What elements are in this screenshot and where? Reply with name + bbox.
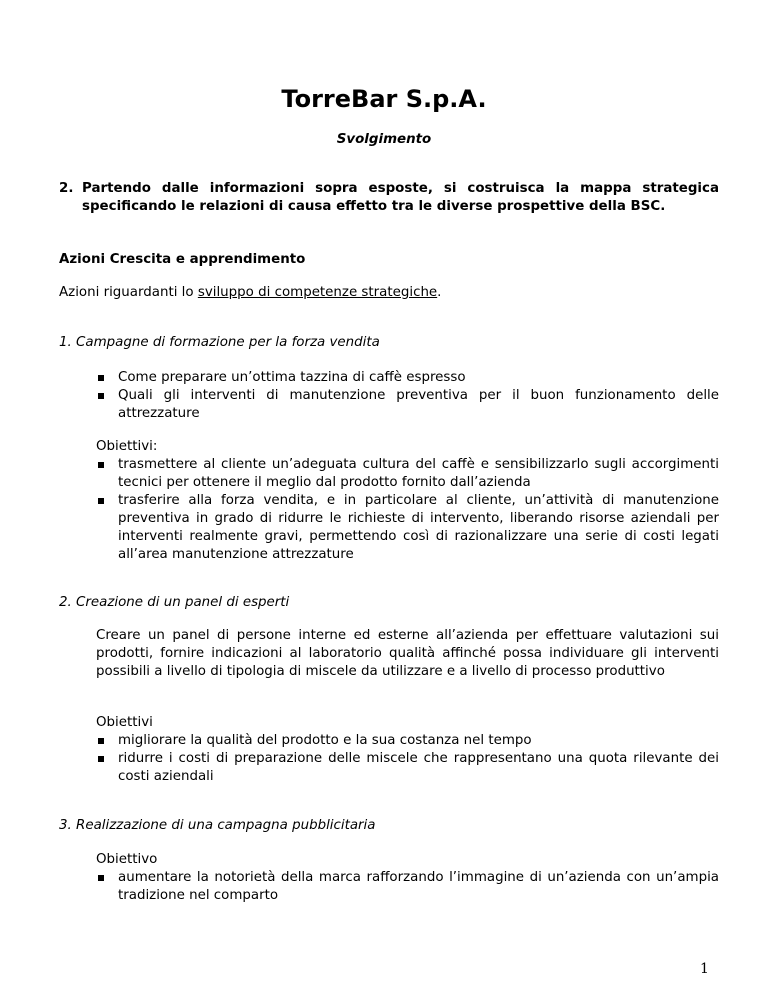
item-2-paragraph: Creare un panel di persone interne ed esterne all’azienda per effettuare valutazioni sui prodotti, fornire indicazioni al laboratorio qualità affinché possa individuare gli interventi possibili a livello di tipologia di miscele da utilizzare e a livello di processo produttivo — [96, 628, 719, 679]
document-title: TorreBar S.p.A. — [281, 85, 487, 113]
list-item: ridurre i costi di preparazione delle miscele che rappresentano una quota rilevante dei costi aziendali — [96, 750, 719, 786]
list-item: Quali gli interventi di manutenzione preventiva per il buon funzionamento delle attrezzature — [96, 387, 719, 423]
list-item: trasferire alla forza vendita, e in particolare al cliente, un’attività di manutenzione preventiva in grado di ridurre le richieste di intervento, liberando risorse aziendali per interventi realmente gravi, permettendo così di razionalizzare una serie di costi legati all’area manutenzione attrezzature — [96, 492, 719, 564]
intro-suffix: . — [437, 285, 442, 300]
item-1-bullets — [96, 369, 719, 423]
item-heading-3: 3. Realizzazione di una campagna pubblicitaria — [59, 818, 376, 833]
list-item: trasmettere al cliente un’adeguata cultura del caffè e sensibilizzarlo sugli accorgimenti tecnici per ottenere il meglio dal prodotto fornito dall’azienda — [96, 456, 719, 492]
intro-text — [59, 284, 441, 302]
list-item: aumentare la notorietà della marca rafforzando l’immagine di un’azienda con un’ampia tradizione nel comparto — [96, 869, 719, 905]
objectives-label: Obiettivi: — [96, 439, 158, 454]
list-item: migliorare la qualità del prodotto e la sua costanza nel tempo — [96, 732, 719, 750]
item-3-objectives — [96, 851, 719, 905]
intro-underlined: sviluppo di competenze strategiche — [197, 285, 438, 300]
document-subtitle: Svolgimento — [336, 132, 432, 147]
question-block — [59, 180, 719, 216]
intro-prefix: Azioni riguardanti lo — [59, 285, 198, 300]
question-number: 2. — [59, 181, 74, 196]
list-item: Come preparare un’ottima tazzina di caffè espresso — [96, 369, 719, 387]
item-heading-2: 2. Creazione di un panel di esperti — [59, 595, 290, 610]
objectives-label: Obiettivi — [96, 715, 153, 730]
section-heading: Azioni Crescita e apprendimento — [59, 252, 306, 267]
item-2-objectives — [96, 714, 719, 786]
objectives-label: Obiettivo — [96, 852, 158, 867]
question-text: Partendo dalle informazioni sopra esposte, si costruisca la mappa strategica specificando le relazioni di causa effetto tra le diverse prospettive della BSC. — [82, 181, 719, 214]
page-number: 1 — [700, 961, 709, 977]
item-heading-1: 1. Campagne di formazione per la forza vendita — [59, 335, 380, 350]
item-1-objectives — [96, 438, 719, 564]
